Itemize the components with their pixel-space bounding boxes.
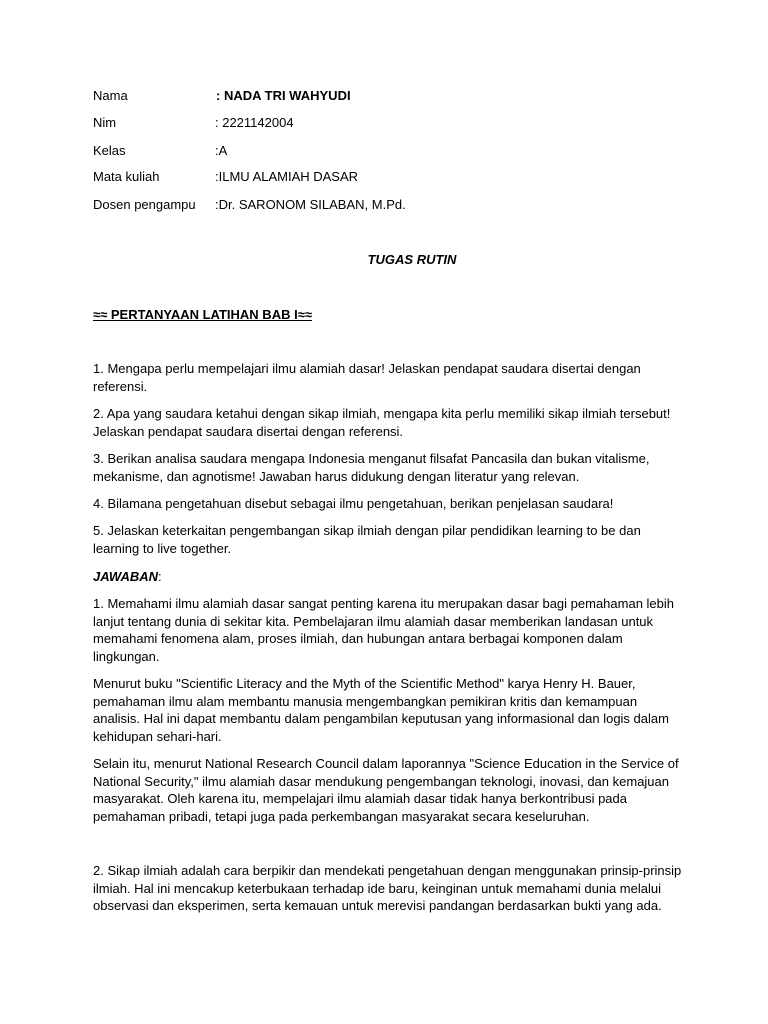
document-title: TUGAS RUTIN [367,252,457,267]
kelas-label: Kelas [93,143,126,158]
answer-1-paragraph-1: 1. Memahami ilmu alamiah dasar sangat penting karena itu merupakan dasar bagi pemahaman lebih lanjut tentang dunia di sekitar kita. Pembelajaran ilmu alamiah dasar memberikan landasan untuk memahami fenomena alam, proses ilmiah, dan hubungan antara berbagai komponen dalam lingkungan. [93,596,675,664]
question-5: 5. Jelaskan keterkaitan pengembangan sikap ilmiah dengan pilar pendidikan learning to be dan learning to live together. [93,523,641,556]
answer-colon: : [158,569,162,584]
nama-value: : NADA TRI WAHYUDI [216,88,351,103]
answer-1-paragraph-2: Menurut buku "Scientific Literacy and the Myth of the Scientific Method" karya Henry H. Bauer, pemahaman ilmu alam membantu manusia mengembangkan pemikiran kritis dan kemampuan analisis. Hal ini dapat membantu dalam pengambilan keputusan yang informasional dan logis dalam kehidupan sehari-hari. [93,676,669,744]
section-heading: ≈≈ PERTANYAAN LATIHAN BAB I≈≈ [93,307,312,322]
nama-label: Nama [93,88,128,103]
answer-1-paragraph-3: Selain itu, menurut National Research Council dalam laporannya "Science Education in the Service of National Security," ilmu alamiah dasar mendukung pengembangan teknologi, inovasi, dan kemajuan masyarakat. Oleh karena itu, mempelajari ilmu alamiah dasar tidak hanya berkontribusi pada pemahaman pribadi, tetapi juga pada perkembangan masyarakat secara keseluruhan. [93,756,679,824]
dosen-value: :Dr. SARONOM SILABAN, M.Pd. [215,197,406,212]
mata-kuliah-value: :ILMU ALAMIAH DASAR [215,169,359,184]
dosen-label: Dosen pengampu [93,197,196,212]
nim-label: Nim [93,115,117,130]
question-4: 4. Bilamana pengetahuan disebut sebagai ilmu pengetahuan, berikan penjelasan saudara! [93,496,614,511]
answer-heading [93,568,683,586]
answer-2-paragraph-1: 2. Sikap ilmiah adalah cara berpikir dan mendekati pengetahuan dengan menggunakan prinsip-prinsip ilmiah. Hal ini mencakup keterbukaan terhadap ide baru, keinginan untuk memahami dunia melalui observasi dan eksperimen, serta kemauan untuk merevisi pandangan berdasarkan bukti yang ada. [93,863,682,913]
answer-label: JAWABAN [93,569,159,584]
question-2: 2. Apa yang saudara ketahui dengan sikap ilmiah, mengapa kita perlu memiliki sikap ilmiah tersebut! Jelaskan pendapat saudara disertai dengan referensi. [93,406,671,439]
question-1: 1. Mengapa perlu mempelajari ilmu alamiah dasar! Jelaskan pendapat saudara disertai dengan referensi. [93,361,641,394]
mata-kuliah-label: Mata kuliah [93,169,160,184]
kelas-value: :A [215,143,228,158]
question-3: 3. Berikan analisa saudara mengapa Indonesia menganut filsafat Pancasila dan bukan vitalisme, mekanisme, dan agnotisme! Jawaban harus didukung dengan literatur yang relevan. [93,451,650,484]
nim-value: : 2221142004 [215,115,294,130]
